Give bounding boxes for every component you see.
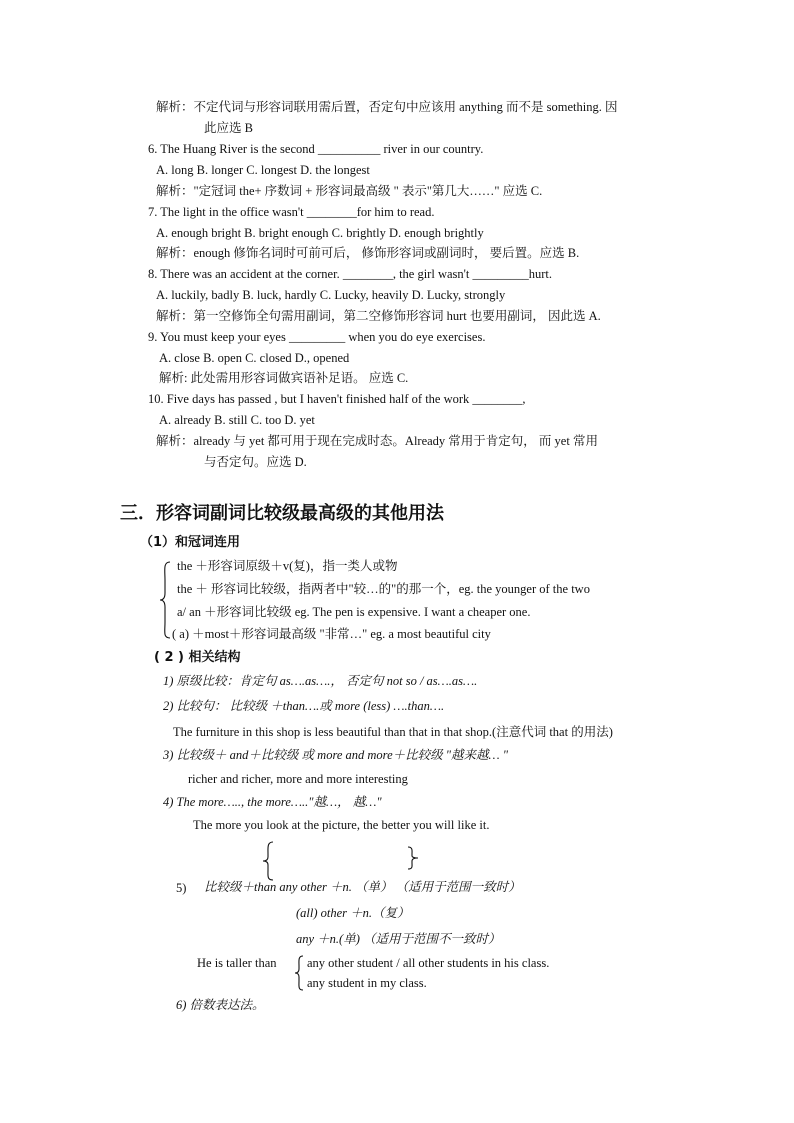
- structure-4: 4) The more….., the more….."越…， 越…": [163, 795, 382, 809]
- q6-analysis: 解析："定冠词 the+ 序数词 + 形容词最高级 " 表示"第几大……" 应选 C.: [156, 184, 543, 198]
- q8-analysis: 解析：第一空修饰全句需用副词，第二空修饰形容词 hurt 也要用副词， 因此选 A.: [156, 309, 601, 323]
- structure-5-row-2: (all) other ＋n.（复）: [296, 906, 410, 920]
- structure-5-example-1: any other student / all other students in his class.: [307, 956, 550, 970]
- structure-5-row-3: any ＋n.(单) （适用于范围不一致时）: [296, 932, 501, 946]
- q10-analysis-line1: 解析：already 与 yet 都可用于现在完成时态。Already 常用于肯定句， 而 yet 常用: [156, 434, 598, 448]
- structure-4-example: The more you look at the picture, the better you will like it.: [193, 818, 490, 832]
- structure-5-example-brace: [293, 954, 305, 992]
- structure-6: 6) 倍数表达法。: [176, 998, 265, 1012]
- sub1-item-2: the ＋ 形容词比较级，指两者中"较…的"的那一个，eg. the younger of the two: [177, 582, 590, 596]
- q10-stem: 10. Five days has passed , but I haven't finished half of the work ________,: [148, 392, 526, 406]
- sub1-item-3: a/ an ＋形容词比较级 eg. The pen is expensive. I want a cheaper one.: [177, 605, 531, 619]
- q7-analysis: 解析：enough 修饰名词时可前可后， 修饰形容词或副词时， 要后置。应选 B.: [156, 246, 580, 260]
- structure-5-row-1: 比较级＋than any other ＋n. （单） （适用于范围一致时）: [204, 880, 521, 894]
- structure-3-example: richer and richer, more and more interesting: [188, 772, 408, 786]
- q5-analysis-line2: 此应选 B: [204, 121, 253, 135]
- structure-5-right-brace: [406, 845, 420, 871]
- q9-stem: 9. You must keep your eyes _________ when you do eye exercises.: [148, 330, 486, 344]
- q7-options: A. enough bright B. bright enough C. brightly D. enough brightly: [156, 226, 484, 240]
- q8-options: A. luckily, badly B. luck, hardly C. Lucky, heavily D. Lucky, strongly: [156, 288, 506, 302]
- q5-analysis-line1: 解析：不定代词与形容词联用需后置，否定句中应该用 anything 而不是 something. 因: [156, 100, 618, 114]
- q10-options: A. already B. still C. too D. yet: [159, 413, 315, 427]
- structure-2-example: The furniture in this shop is less beautiful than that in that shop.(注意代词 that 的用法): [173, 725, 613, 739]
- structure-3: 3) 比较级＋ and＋比较级 或 more and more＋比较级 "越来越… ": [163, 748, 508, 762]
- structure-1: 1) 原级比较：肯定句 as….as….， 否定句 not so / as….as….: [163, 674, 478, 688]
- sub1-item-4: ( a) ＋most＋形容词最高级 "非常…" eg. a most beautiful city: [172, 627, 491, 641]
- q6-stem: 6. The Huang River is the second __________ river in our country.: [148, 142, 484, 156]
- structure-5-left-brace: [261, 840, 275, 882]
- q9-analysis: 解析: 此处需用形容词做宾语补足语。 应选 C.: [159, 371, 409, 385]
- structure-2: 2) 比较句： 比较级 ＋than….或 more (less) ….than….: [163, 699, 445, 713]
- q9-options: A. close B. open C. closed D., opened: [159, 351, 350, 365]
- q10-analysis-line2: 与否定句。应选 D.: [204, 455, 307, 469]
- structure-5-number: 5): [176, 881, 187, 895]
- sub1-left-brace: [158, 560, 172, 640]
- sub1-heading: （1）和冠词连用: [140, 535, 241, 550]
- sub1-item-1: the ＋形容词原级＋v(复)，指一类人或物: [177, 559, 398, 573]
- q7-stem: 7. The light in the office wasn't ________for him to read.: [148, 205, 435, 219]
- structure-5-example-2: any student in my class.: [307, 976, 427, 990]
- q6-options: A. long B. longer C. longest D. the longest: [156, 163, 370, 177]
- structure-5-example-lead: He is taller than: [197, 956, 277, 970]
- section-title: 三．形容词副词比较级最高级的其他用法: [120, 503, 444, 524]
- sub2-heading: ( 2 ) 相关结构: [154, 650, 241, 665]
- q8-stem: 8. There was an accident at the corner. ________, the girl wasn't _________hurt.: [148, 267, 552, 281]
